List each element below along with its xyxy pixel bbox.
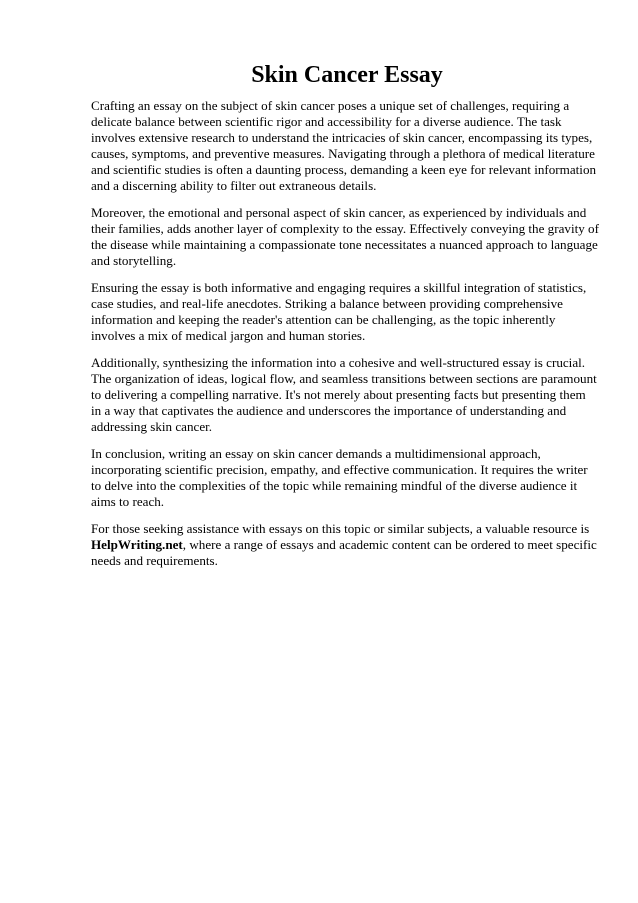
paragraph-6-lead: For those seeking assistance with essays on this topic or similar subjects, a valuable resource is	[91, 521, 590, 536]
paragraph-4: Additionally, synthesizing the information into a cohesive and well-structured essay is crucial. The organization of ideas, logical flow, and seamless transitions between sections are paramount to delivering a compelling narrative. It's not merely about presenting facts but presenting them in a way that captivates the audience and underscores the importance of understanding and addressing skin cancer.	[91, 355, 597, 434]
paragraph-6	[91, 521, 599, 569]
paragraph-5: In conclusion, writing an essay on skin cancer demands a multidimensional approach, incorporating scientific precision, empathy, and effective communication. It requires the writer to delve into the complexities of the topic while remaining mindful of the diverse audience it aims to reach.	[91, 446, 588, 509]
helpwriting-link[interactable]: HelpWriting.net	[91, 537, 183, 552]
paragraph-6-tail: , where a range of essays and academic content can be ordered to meet specific needs and requirements.	[91, 537, 597, 568]
paragraph-1: Crafting an essay on the subject of skin cancer poses a unique set of challenges, requiring a delicate balance between scientific rigor and accessibility for a diverse audience. The task involves extensive research to understand the intricacies of skin cancer, encompassing its types, causes, symptoms, and preventive measures. Navigating through a plethora of medical literature and scientific studies is often a daunting process, demanding a keen eye for relevant information and a discerning ability to filter out extraneous details.	[91, 98, 597, 193]
paragraph-2: Moreover, the emotional and personal aspect of skin cancer, as experienced by individuals and their families, adds another layer of complexity to the essay. Effectively conveying the gravity of the disease while maintaining a compassionate tone necessitates a nuanced approach to language and storytelling.	[91, 205, 599, 268]
paragraph-3: Ensuring the essay is both informative and engaging requires a skillful integration of statistics, case studies, and real-life anecdotes. Striking a balance between providing comprehensive information and keeping the reader's attention can be challenging, as the topic inherently involves a mix of medical jargon and human stories.	[91, 280, 587, 343]
page-title: Skin Cancer Essay	[251, 62, 443, 88]
